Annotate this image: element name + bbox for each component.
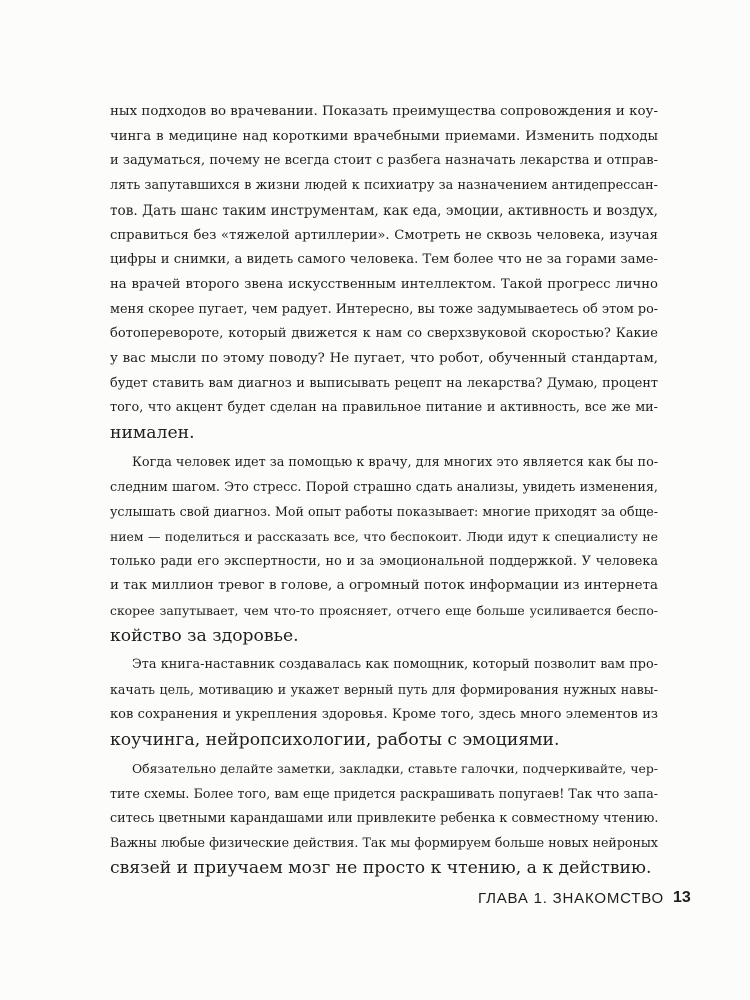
text-line: койство за здоровье. bbox=[110, 625, 299, 646]
page-footer bbox=[478, 884, 698, 912]
text-line: качать цель, мотивацию и укажет верный путь для формирования нужных навы- bbox=[110, 682, 658, 698]
text-line: лять запутавшихся в жизни людей к психиатру за назначением антидепрессан- bbox=[110, 178, 658, 194]
chapter-title: ГЛАВА 1. ЗНАКОМСТВО bbox=[478, 890, 664, 907]
text-line: и так миллион тревог в голове, а огромный поток информации из интернета bbox=[110, 578, 658, 594]
text-line: ситесь цветными карандашами или привлеките ребенка к совместному чтению. bbox=[110, 810, 659, 826]
text-line: нимален. bbox=[110, 423, 195, 444]
paragraph-4 bbox=[110, 757, 658, 881]
text-line: ботоперевороте, который движется к нам со сверхзвуковой скоростью? Какие bbox=[110, 326, 658, 342]
text-line: связей и приучаем мозг не просто к чтению, а к действию. bbox=[110, 858, 652, 879]
paragraph-2 bbox=[110, 451, 658, 649]
text-line: тите схемы. Более того, вам еще придется раскрашивать попугаев! Так что запа- bbox=[110, 785, 658, 801]
text-line: скорее запутывает, чем что-то проясняет, отчего еще больше усиливается беспо- bbox=[110, 603, 658, 619]
text-line: Обязательно делайте заметки, закладки, ставьте галочки, подчеркивайте, чер- bbox=[132, 761, 658, 777]
text-line: ных подходов во врачевании. Показать преимущества сопровождения и коу- bbox=[110, 104, 658, 119]
text-line: будет ставить вам диагноз и выписывать рецепт на лекарства? Думаю, процент bbox=[110, 375, 658, 391]
page-number: 13 bbox=[673, 889, 691, 906]
text-line: справиться без «тяжелой артиллерии». Смотреть не сквозь человека, изучая bbox=[110, 227, 658, 243]
text-line: нием — поделиться и рассказать все, что беспокоит. Люди идут к специалисту не bbox=[110, 528, 658, 544]
paragraph-3 bbox=[110, 653, 658, 752]
text-line: коучинга, нейропсихологии, работы с эмоциями. bbox=[110, 729, 560, 750]
text-line: цифры и снимки, а видеть самого человека. Тем более что не за горами заме- bbox=[110, 252, 658, 268]
text-line: тов. Дать шанс таким инструментам, как еда, эмоции, активность и воздух, bbox=[110, 202, 658, 219]
text-line: услышать свой диагноз. Мой опыт работы показывает: многие приходят за обще- bbox=[110, 504, 658, 520]
text-line: только ради его экспертности, но и за эмоциональной поддержкой. У человека bbox=[110, 553, 658, 569]
text-line: и задуматься, почему не всегда стоит с разбега назначать лекарства и отправ- bbox=[110, 153, 658, 169]
paragraph-1 bbox=[110, 100, 658, 446]
text-line: у вас мысли по этому поводу? Не пугает, что робот, обученный стандартам, bbox=[110, 351, 658, 367]
text-line: на врачей второго звена искусственным интеллектом. Такой прогресс лично bbox=[110, 276, 658, 292]
body-text bbox=[110, 100, 658, 886]
text-line: Эта книга-наставник создавалась как помощник, который позволит вам про- bbox=[132, 657, 658, 673]
text-line: Важны любые физические действия. Так мы формируем больше новых нейроных bbox=[110, 835, 658, 851]
text-line: следним шагом. Это стресс. Порой страшно сдать анализы, увидеть изменения, bbox=[110, 479, 658, 495]
text-line: меня скорее пугает, чем радует. Интересно, вы тоже задумываетесь об этом ро- bbox=[110, 301, 659, 317]
text-line: чинга в медицине над короткими врачебными приемами. Изменить подходы bbox=[110, 128, 658, 144]
text-line: ков сохранения и укрепления здоровья. Кроме того, здесь много элементов из bbox=[110, 706, 658, 722]
text-line: того, что акцент будет сделан на правильное питание и активность, все же ми- bbox=[110, 400, 658, 416]
text-line: Когда человек идет за помощью к врачу, для многих это является как бы по- bbox=[132, 454, 659, 470]
